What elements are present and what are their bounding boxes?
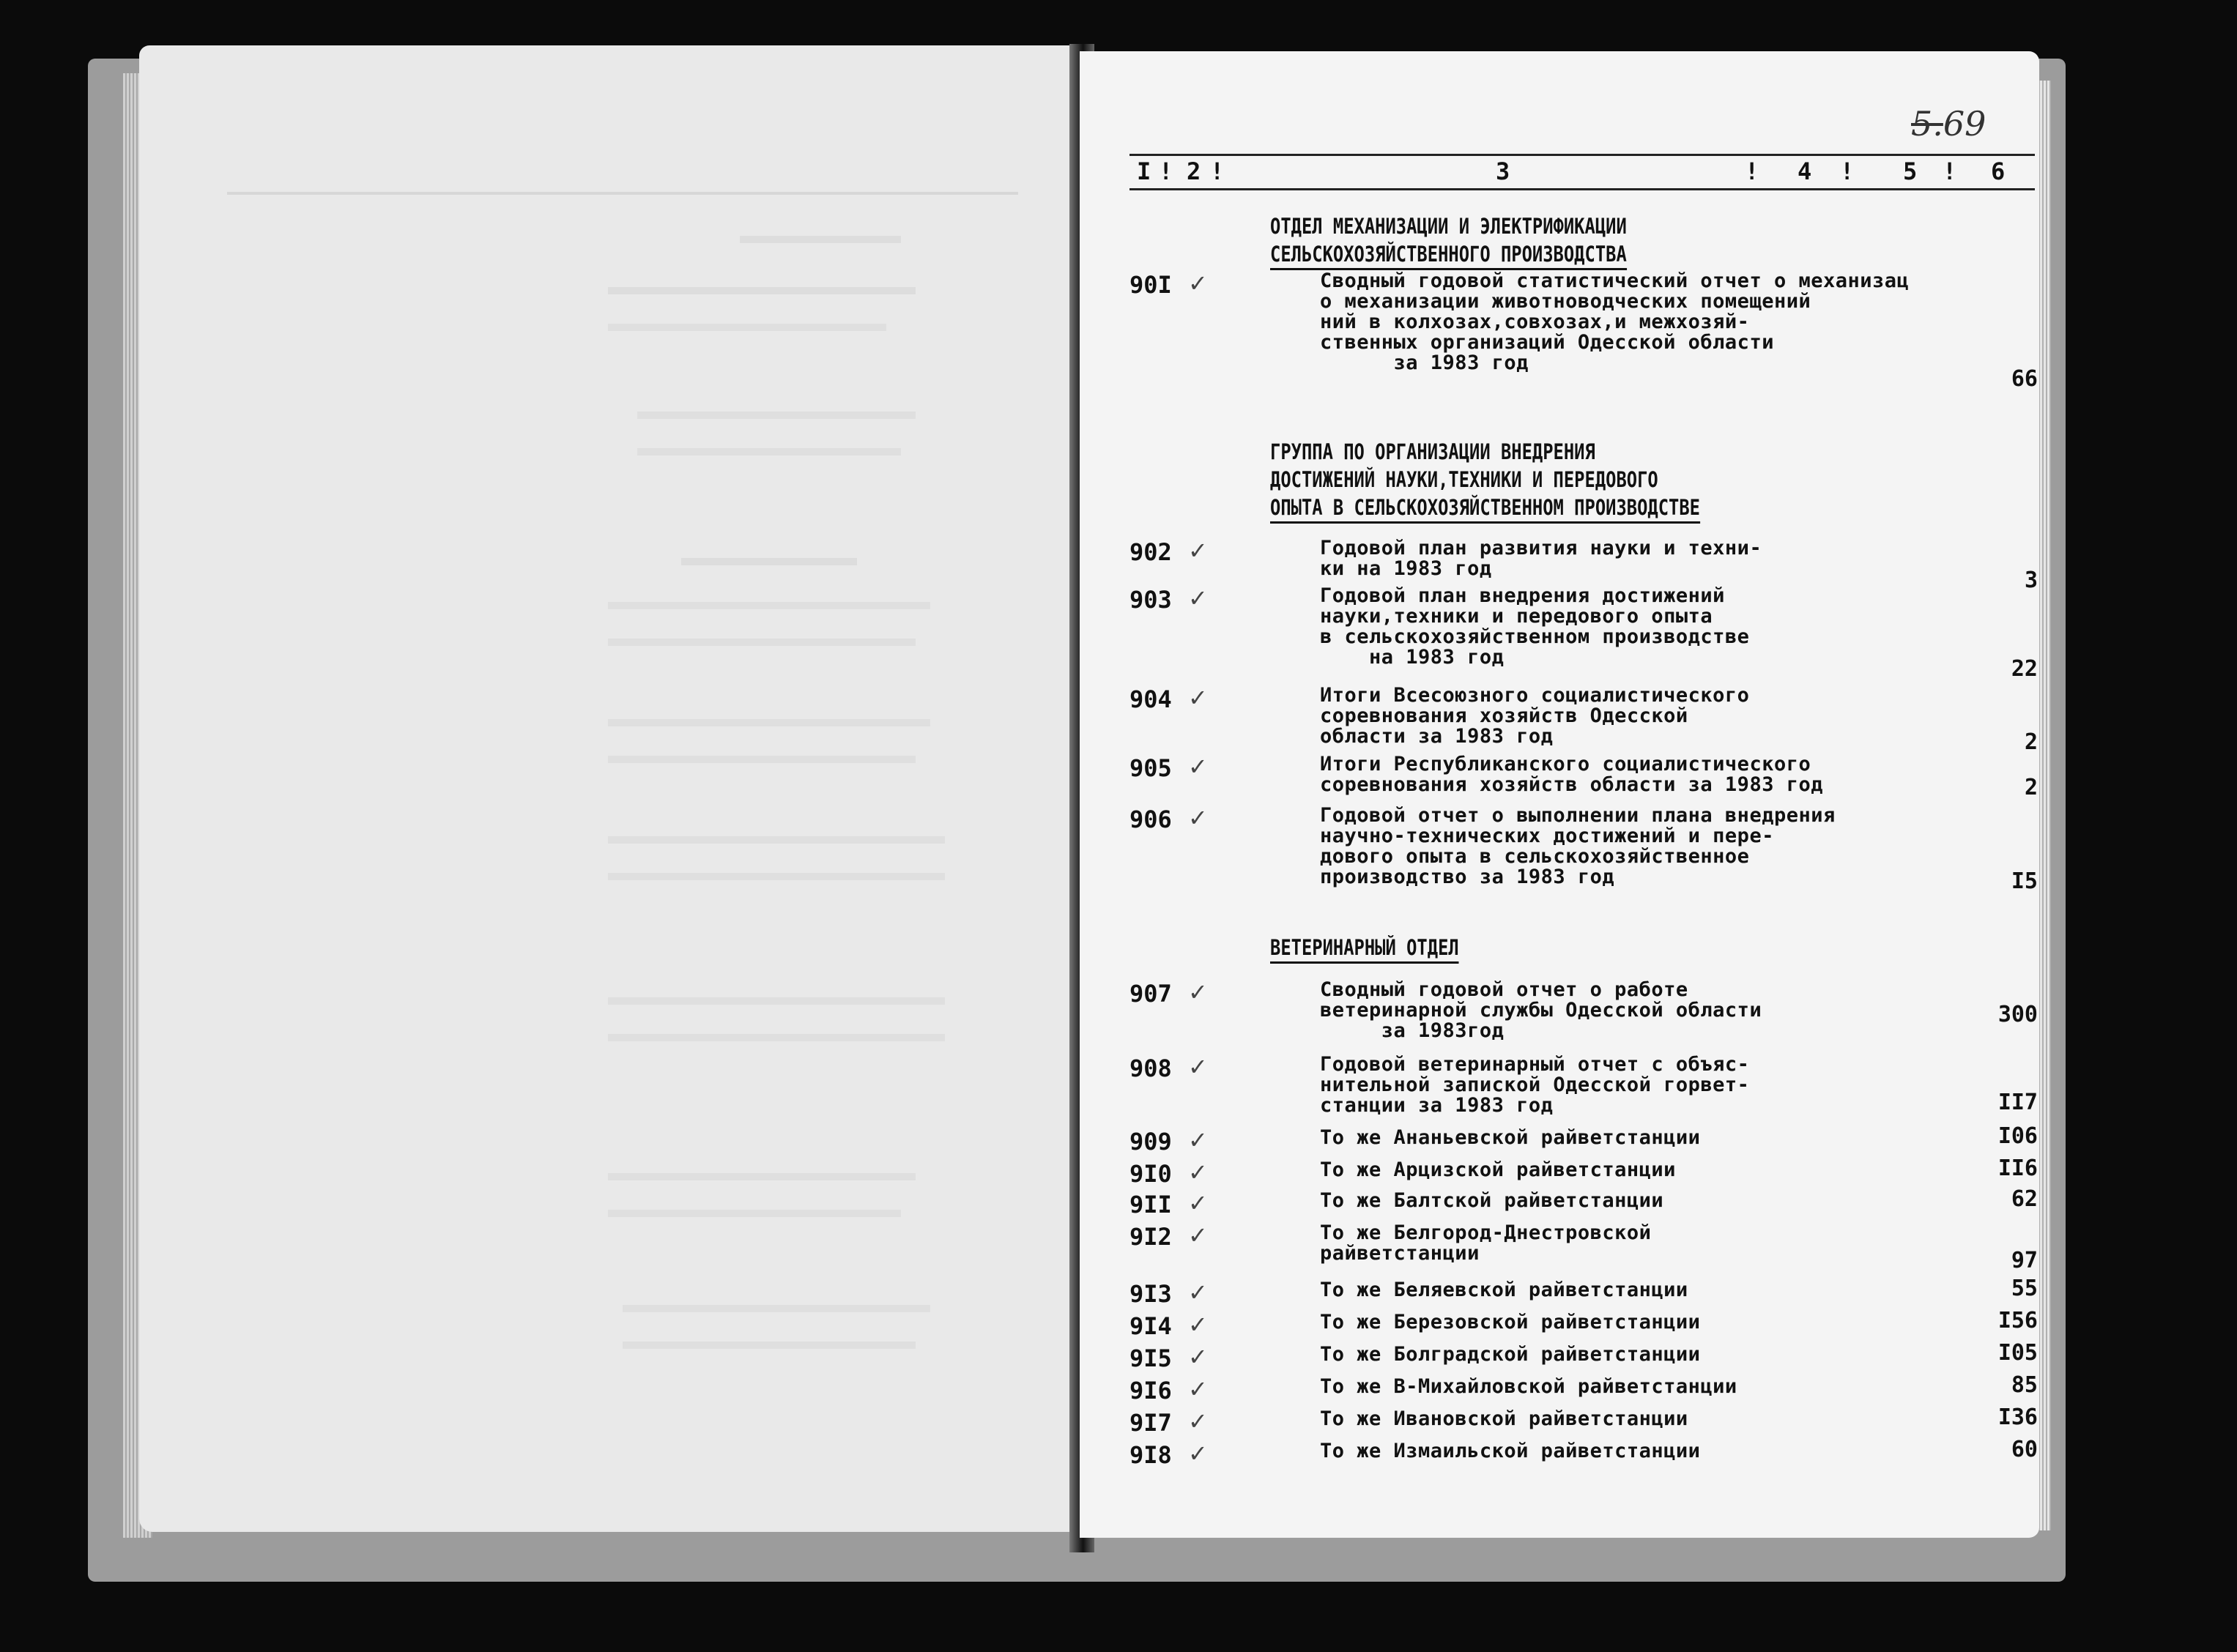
entry-number: 9I8 — [1129, 1441, 1172, 1469]
entry-quantity: I56 — [1997, 1308, 2038, 1333]
entry-quantity: 2 — [2024, 775, 2038, 800]
entry-number: 906 — [1129, 805, 1172, 833]
col-5: 5 — [1903, 157, 1918, 185]
entry-quantity: 2 — [2024, 729, 2038, 755]
entry-quantity: I5 — [2011, 868, 2038, 894]
entry-quantity: 60 — [2011, 1437, 2038, 1462]
check-mark-icon: ✓ — [1188, 684, 1208, 712]
entry-title: Сводный годовой статистический отчет о механизац о механизации животноводческих помещений ний в колхозах,совхозах,и межхозяй- ственных организаций Одесской области за 1983 год — [1320, 269, 1910, 374]
entry-quantity: 300 — [1997, 1002, 2038, 1027]
entry-title: То же Балтской райветстанции — [1320, 1189, 1664, 1212]
check-mark-icon: ✓ — [1188, 1279, 1208, 1306]
check-mark-icon: ✓ — [1188, 537, 1208, 565]
entry-title: Годовой ветеринарный отчет с объяс- нительной запиской Одесской горвет- станции за 1983 год — [1320, 1053, 1750, 1117]
entry-title: То же Ананьевской райветстанции — [1320, 1126, 1701, 1149]
check-mark-icon: ✓ — [1188, 753, 1208, 781]
entry-number: 9I5 — [1129, 1344, 1172, 1372]
entry-quantity: II7 — [1997, 1090, 2038, 1115]
entry-quantity: 97 — [2011, 1248, 2038, 1273]
entry-title: Годовой план развития науки и техни- ки на 1983 год — [1320, 537, 1762, 580]
check-mark-icon: ✓ — [1188, 804, 1208, 832]
section-line: СЕЛЬСКОХОЗЯЙСТВЕННОГО ПРОИЗВОДСТВА — [1270, 240, 1627, 270]
entry-quantity: 62 — [2011, 1186, 2038, 1212]
section-line: ДОСТИЖЕНИЙ НАУКИ,ТЕХНИКИ И ПЕРЕДОВОГО — [1270, 467, 1658, 492]
entry-number: 9I0 — [1129, 1160, 1172, 1188]
check-mark-icon: ✓ — [1188, 1221, 1208, 1249]
entry-title: То же Березовской райветстанции — [1320, 1311, 1701, 1333]
entry-quantity: II6 — [1997, 1156, 2038, 1181]
entry-quantity: I05 — [1997, 1340, 2038, 1366]
col-separator: ! — [1159, 157, 1173, 185]
entry-title: То же Белгород-Днестровской райветстанции — [1320, 1221, 1652, 1265]
entry-title: То же Беляевской райветстанции — [1320, 1279, 1688, 1301]
entry-number: 909 — [1129, 1128, 1172, 1156]
check-mark-icon: ✓ — [1188, 1311, 1208, 1339]
entry-number: 904 — [1129, 685, 1172, 713]
check-mark-icon: ✓ — [1188, 269, 1208, 297]
check-mark-icon: ✓ — [1188, 1189, 1208, 1217]
col-1: I — [1137, 157, 1151, 185]
section-heading-science — [1270, 438, 1700, 524]
check-mark-icon: ✓ — [1188, 1053, 1208, 1081]
entry-number: 9I2 — [1129, 1223, 1172, 1251]
entry-number: 9I4 — [1129, 1312, 1172, 1340]
right-page — [1080, 51, 2039, 1538]
entry-number: 907 — [1129, 980, 1172, 1008]
left-page — [139, 45, 1084, 1532]
col-4: 4 — [1798, 157, 1812, 185]
entry-quantity: I06 — [1997, 1123, 2038, 1149]
entry-number: 9I6 — [1129, 1377, 1172, 1404]
folio-current: 69 — [1943, 104, 1986, 144]
section-line: ВЕТЕРИНАРНЫЙ ОТДЕЛ — [1270, 934, 1459, 964]
check-mark-icon: ✓ — [1188, 584, 1208, 612]
folio-number — [1911, 104, 1986, 144]
entry-quantity: 22 — [2011, 656, 2038, 682]
section-heading-veterinary — [1270, 934, 1459, 964]
entry-number: 9I3 — [1129, 1280, 1172, 1308]
entry-title: Итоги Всесоюзного социалистического соревнования хозяйств Одесской области за 1983 год — [1320, 684, 1750, 748]
entry-title: Сводный годовой отчет о работе ветеринарной службы Одесской области за 1983год — [1320, 978, 1762, 1042]
entry-number: 902 — [1129, 538, 1172, 566]
check-mark-icon: ✓ — [1188, 1440, 1208, 1467]
check-mark-icon: ✓ — [1188, 1158, 1208, 1186]
entry-title: То же Болградской райветстанции — [1320, 1343, 1701, 1366]
column-header-row — [1129, 154, 2035, 190]
entry-quantity: 3 — [2024, 568, 2038, 593]
check-mark-icon: ✓ — [1188, 1126, 1208, 1154]
entry-number: 90I — [1129, 271, 1172, 299]
col-separator: ! — [1210, 157, 1225, 185]
entry-title: То же Измаильской райветстанции — [1320, 1440, 1701, 1462]
check-mark-icon: ✓ — [1188, 1375, 1208, 1403]
col-6: 6 — [1991, 157, 2006, 185]
entry-number: 9II — [1129, 1191, 1172, 1218]
entry-number: 908 — [1129, 1054, 1172, 1082]
check-mark-icon: ✓ — [1188, 978, 1208, 1006]
col-separator: ! — [1840, 157, 1855, 185]
entry-quantity: 66 — [2011, 366, 2038, 392]
col-3: 3 — [1496, 157, 1510, 185]
bleed-through-text — [227, 192, 1033, 1437]
folio-struck: 5. — [1911, 104, 1943, 144]
section-line: ОТДЕЛ МЕХАНИЗАЦИИ И ЭЛЕКТРИФИКАЦИИ — [1270, 214, 1627, 239]
section-line: ОПЫТА В СЕЛЬСКОХОЗЯЙСТВЕННОМ ПРОИЗВОДСТВЕ — [1270, 494, 1700, 524]
entry-number: 903 — [1129, 586, 1172, 614]
entry-number: 9I7 — [1129, 1409, 1172, 1437]
section-heading-mechanization — [1270, 212, 1627, 270]
col-2: 2 — [1187, 157, 1201, 185]
entry-title: Годовой отчет о выполнении плана внедрения научно-технических достижений и пере- дового опыта в сельскохозяйственное производство за 1983 год — [1320, 804, 1836, 888]
col-separator: ! — [1943, 157, 1957, 185]
entry-quantity: I36 — [1997, 1404, 2038, 1430]
entry-title: Итоги Республиканского социалистического соревнования хозяйств области за 1983 год — [1320, 753, 1823, 796]
entry-title: Годовой план внедрения достижений науки,техники и передового опыта в сельскохозяйственном производстве на 1983 год — [1320, 584, 1750, 669]
entry-title: То же В-Михайловской райветстанции — [1320, 1375, 1737, 1398]
entry-quantity: 85 — [2011, 1372, 2038, 1398]
entry-quantity: 55 — [2011, 1276, 2038, 1301]
col-separator: ! — [1745, 157, 1759, 185]
entry-title: То же Ивановской райветстанции — [1320, 1407, 1688, 1430]
check-mark-icon: ✓ — [1188, 1407, 1208, 1435]
entry-number: 905 — [1129, 754, 1172, 782]
check-mark-icon: ✓ — [1188, 1343, 1208, 1371]
section-line: ГРУППА ПО ОРГАНИЗАЦИИ ВНЕДРЕНИЯ — [1270, 439, 1595, 464]
entry-title: То же Арцизской райветстанции — [1320, 1158, 1676, 1181]
